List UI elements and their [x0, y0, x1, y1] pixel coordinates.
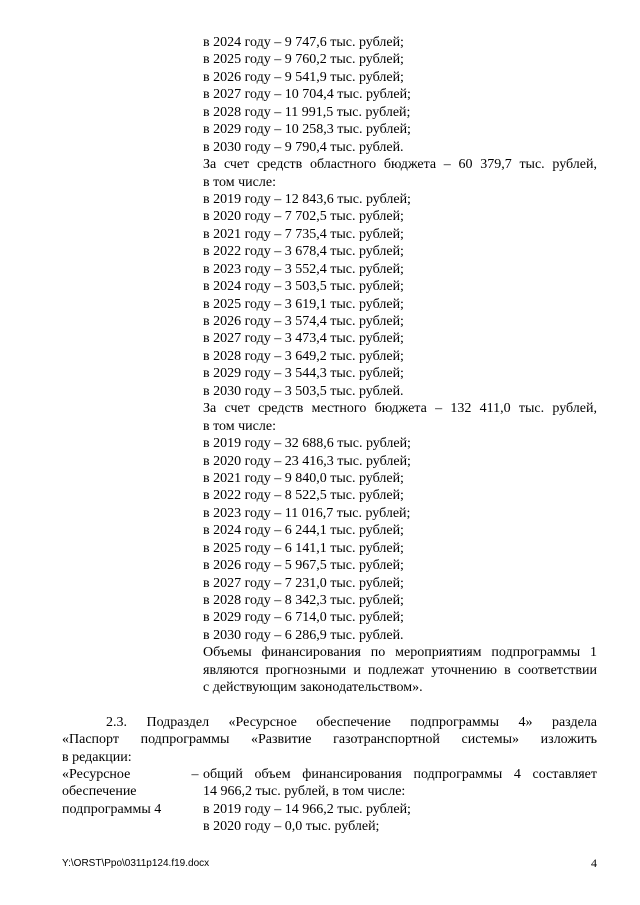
- local-year-line: в 2019 году – 32 688,6 тыс. рублей;: [203, 436, 411, 452]
- federal-year-line: в 2025 году – 9 760,2 тыс. рублей;: [203, 52, 404, 68]
- section-2-3-line: «Паспорт подпрограммы «Развитие газотранспортной системы» изложить: [62, 732, 597, 748]
- federal-year-line: в 2024 году – 9 747,6 тыс. рублей;: [203, 35, 404, 50]
- regional-year-line: в 2025 году – 3 619,1 тыс. рублей;: [203, 296, 404, 312]
- table-value-line: общий объем финансирования подпрограммы 4 составляет: [203, 767, 597, 782]
- regional-year-line: в 2021 году – 7 735,4 тыс. рублей;: [203, 226, 404, 242]
- local-year-line: в 2027 году – 7 231,0 тыс. рублей;: [203, 575, 404, 591]
- forecast-note-line: Объемы финансирования по мероприятиям подпрограммы 1: [203, 645, 597, 661]
- table-label-line: «Ресурсное: [62, 767, 131, 782]
- regional-year-line: в 2020 году – 7 702,5 тыс. рублей;: [203, 209, 404, 225]
- local-year-line: в 2026 году – 5 967,5 тыс. рублей;: [203, 558, 404, 574]
- page-number: 4: [591, 856, 597, 870]
- federal-budget-years: [203, 34, 597, 697]
- regional-year-line: в 2027 году – 3 473,4 тыс. рублей;: [203, 331, 404, 347]
- federal-year-line: в 2029 году – 10 258,3 тыс. рублей;: [203, 122, 411, 138]
- section-2-3-line: в редакции:: [62, 749, 132, 765]
- table-value-line: 14 966,2 тыс. рублей, в том числе:: [203, 784, 406, 800]
- local-year-line: в 2022 году – 8 522,5 тыс. рублей;: [203, 488, 404, 504]
- section-2-3-paragraph: [62, 714, 597, 766]
- local-year-line: в 2021 году – 9 840,0 тыс. рублей;: [203, 470, 404, 486]
- table-value-line: в 2019 году – 14 966,2 тыс. рублей;: [203, 801, 411, 817]
- local-year-line: в 2020 году – 23 416,3 тыс. рублей;: [203, 453, 411, 469]
- regional-year-line: в 2023 году – 3 552,4 тыс. рублей;: [203, 261, 404, 277]
- footer-file-path: Y:\ORST\Ppo\0311p124.f19.docx: [62, 858, 210, 869]
- table-label-line: подпрограммы 4: [62, 801, 162, 817]
- federal-year-line: в 2027 году – 10 704,4 тыс. рублей;: [203, 87, 411, 103]
- dash-glyph: –: [191, 767, 199, 782]
- regional-budget-heading-cont: в том числе:: [203, 174, 276, 190]
- resource-table-label: [62, 766, 187, 818]
- forecast-note-line: являются прогнозными и подлежат уточнению в соответствии: [203, 662, 597, 678]
- resource-table-value: [203, 766, 597, 836]
- regional-year-line: в 2028 году – 3 649,2 тыс. рублей;: [203, 348, 404, 364]
- federal-year-line: в 2028 году – 11 991,5 тыс. рублей;: [203, 104, 411, 120]
- regional-year-line: в 2019 году – 12 843,6 тыс. рублей;: [203, 191, 411, 207]
- forecast-note-line: с действующим законодательством».: [203, 680, 423, 696]
- local-year-line: в 2025 году – 6 141,1 тыс. рублей;: [203, 540, 404, 556]
- table-dash: [187, 766, 203, 783]
- local-year-line: в 2030 году – 6 286,9 тыс. рублей.: [203, 627, 404, 643]
- local-year-line: в 2029 году – 6 714,0 тыс. рублей;: [203, 610, 404, 626]
- regional-budget-heading: За счет средств областного бюджета – 60 379,7 тыс. рублей,: [203, 157, 597, 173]
- regional-year-line: в 2024 году – 3 503,5 тыс. рублей;: [203, 279, 404, 295]
- regional-year-line: в 2030 году – 3 503,5 тыс. рублей.: [203, 383, 404, 399]
- local-year-line: в 2028 году – 8 342,3 тыс. рублей;: [203, 593, 404, 609]
- section-2-3-line: 2.3. Подраздел «Ресурсное обеспечение подпрограммы 4» раздела: [106, 715, 597, 730]
- local-year-line: в 2024 году – 6 244,1 тыс. рублей;: [203, 523, 404, 539]
- local-budget-heading: За счет средств местного бюджета – 132 411,0 тыс. рублей,: [203, 401, 597, 417]
- table-label-line: обеспечение: [62, 784, 137, 800]
- federal-year-line: в 2030 году – 9 790,4 тыс. рублей.: [203, 139, 404, 155]
- regional-year-line: в 2026 году – 3 574,4 тыс. рублей;: [203, 314, 404, 330]
- local-year-line: в 2023 году – 11 016,7 тыс. рублей;: [203, 505, 411, 521]
- regional-year-line: в 2022 году – 3 678,4 тыс. рублей;: [203, 244, 404, 260]
- local-budget-heading-cont: в том числе:: [203, 418, 276, 434]
- regional-year-line: в 2029 году – 3 544,3 тыс. рублей;: [203, 366, 404, 382]
- table-value-line: в 2020 году – 0,0 тыс. рублей;: [203, 819, 380, 835]
- federal-year-line: в 2026 году – 9 541,9 тыс. рублей;: [203, 69, 404, 85]
